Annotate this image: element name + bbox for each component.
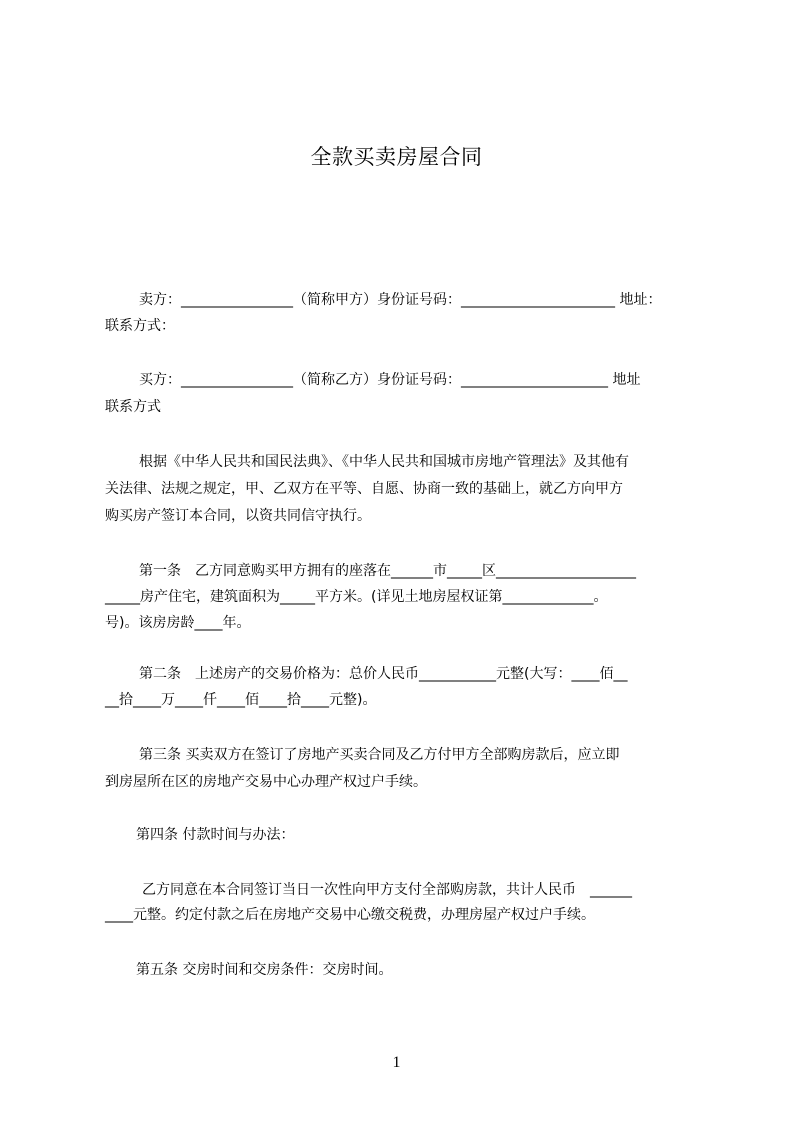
article-4-heading: 第四条 付款时间与办法： <box>136 827 295 843</box>
article-3-line-2: 到房屋所在区的房地产交易中心办理产权过户手续。 <box>105 774 427 790</box>
article-2-line-2: __拾____万____仟____佰____拾____元整)。 <box>105 692 377 708</box>
contract-title: 全款买卖房屋合同 <box>310 145 483 169</box>
article-3-line-1: 第三条 买卖双方在签订了房地产买卖合同及乙方付甲方全部购房款后，应立即 <box>139 747 620 763</box>
article-1-line-1: 第一条 乙方同意购买甲方拥有的座落在______市_____区____________________ <box>139 563 636 579</box>
seller-contact: 联系方式： <box>105 318 175 334</box>
seller-line: 卖方：________________（简称甲方）身份证号码：______________________ 地址： <box>139 292 662 308</box>
preamble-line-3: 购买房产签订本合同，以资共同信守执行。 <box>105 508 371 524</box>
article-5-heading: 第五条 交房时间和交房条件：交房时间。 <box>136 962 393 978</box>
buyer-contact: 联系方式 <box>105 399 161 415</box>
payment-line-2: ____元整。约定付款之后在房地产交易中心缴交税费，办理房屋产权过户手续。 <box>105 907 595 923</box>
article-1-line-3: 号)。该房房龄____年。 <box>105 615 251 631</box>
buyer-line: 买方：________________（简称乙方）身份证号码：_____________________ 地址 <box>139 372 641 388</box>
article-2-line-1: 第二条 上述房产的交易价格为：总价人民币___________元整(大写：____佰__ <box>139 666 628 682</box>
page-number: 1 <box>392 1054 401 1071</box>
article-1-line-2: _____房产住宅，建筑面积为_____平方米。(详见土地房屋权证第_____________。 <box>105 589 608 605</box>
payment-line-1: 乙方同意在本合同签订当日一次性向甲方支付全部购房款，共计人民币 ______ <box>142 882 632 898</box>
preamble-line-1: 根据《中华人民共和国民法典》、《中华人民共和国城市房地产管理法》及其他有 <box>139 454 629 470</box>
preamble-line-2: 关法律、法规之规定，甲、乙双方在平等、自愿、协商一致的基础上，就乙方向甲方 <box>105 481 623 497</box>
